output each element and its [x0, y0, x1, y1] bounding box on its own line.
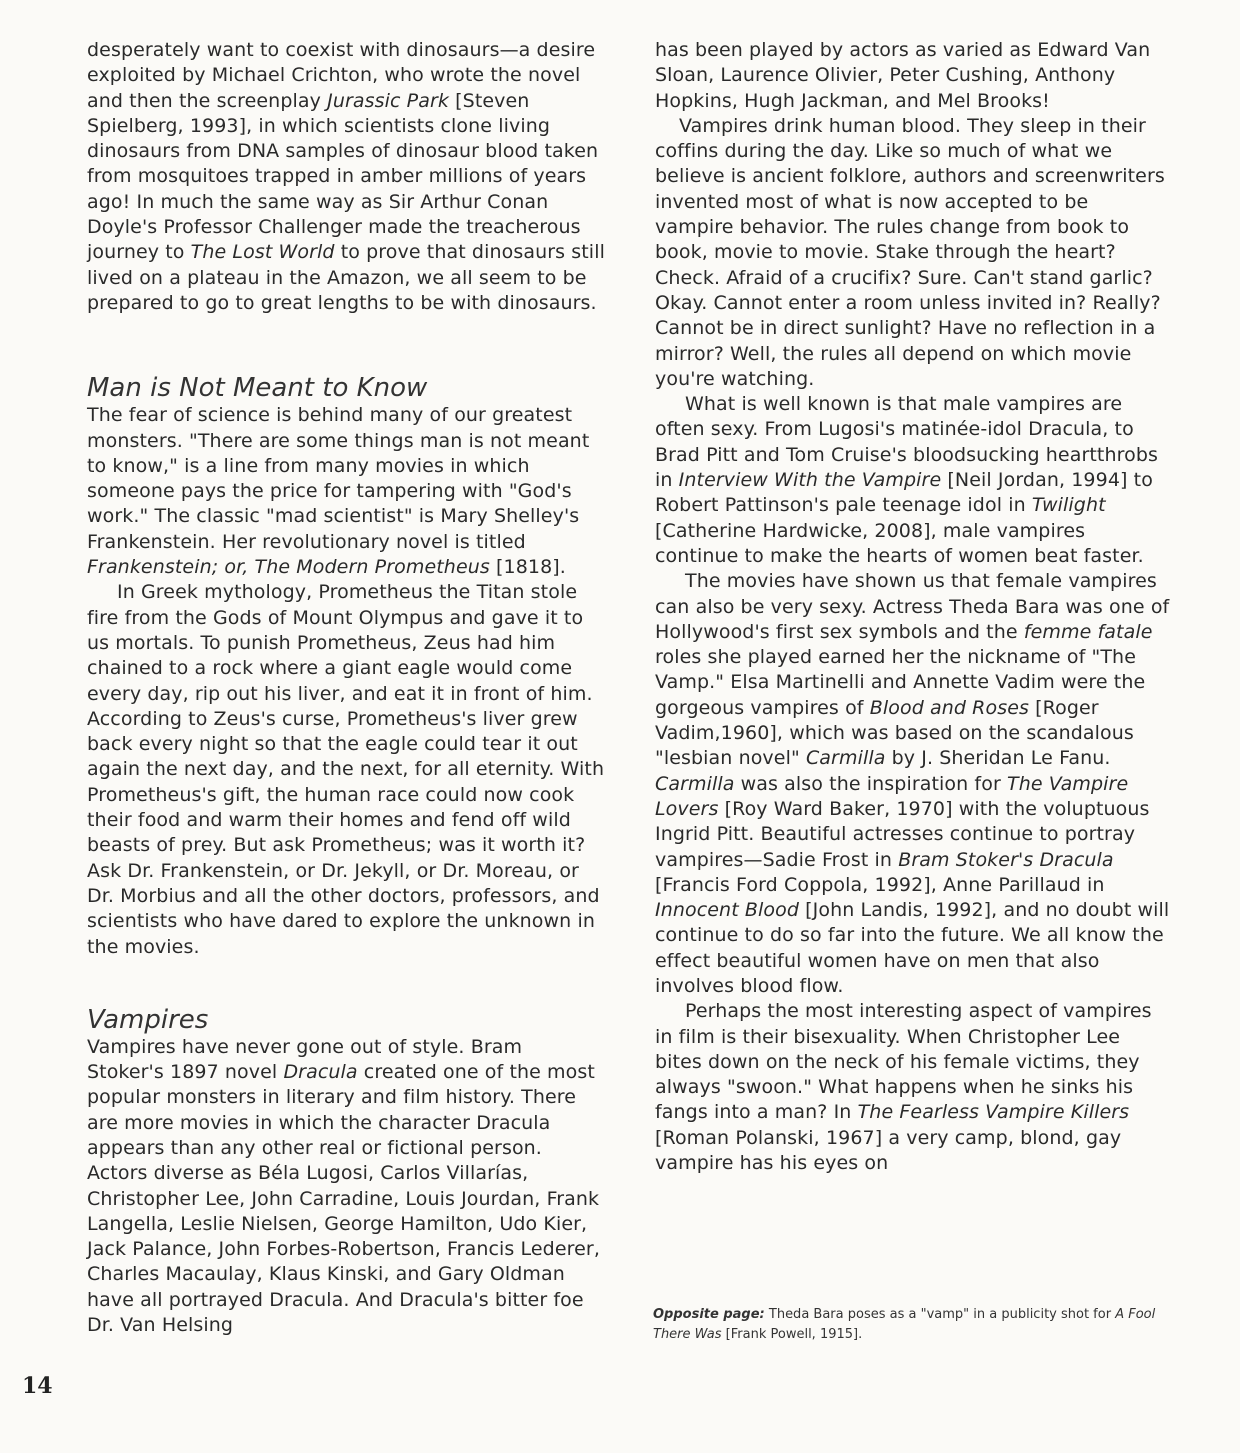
section-heading-vampires: Vampires: [87, 1004, 209, 1035]
text-run: by J. Sheridan Le Fanu.: [885, 747, 1111, 770]
text-run: The fear of science is behind many of our greatest monsters. "There are some things man is not meant to know," is a line from many movies in which someone pays the price for tampering with "God's work." The classic "mad scientist" is Mary Shelley's Frankenstein. Her revolutionary novel is titled: [87, 404, 590, 553]
text-run: Perhaps the most interesting aspect of vampires in film is their bisexuality. When Christopher Lee bites down on the neck of his female victims, they always "swoon." What happens when he sinks his fangs into a man? In: [655, 1000, 1152, 1124]
paragraph-vampire-rules: [655, 114, 1170, 392]
paragraph-bisexuality: [655, 999, 1170, 1176]
text-run: Vampires have never gone out of style. Bram Stoker's 1897 novel: [87, 1035, 523, 1084]
text-run: to prove that dinosaurs still lived on a plateau in the Amazon, we all seem to be prepared to go to great lengths to be with dinosaurs.: [87, 241, 605, 314]
paragraph-male-vampires: [655, 392, 1170, 569]
text-run: [Roy Ward Baker, 1970] with the voluptuous Ingrid Pitt. Beautiful actresses continue to portray vampires—Sadie Frost in: [655, 797, 1150, 871]
italic-title: femme fatale: [1023, 620, 1153, 643]
text-run: In Greek mythology, Prometheus the Titan stole fire from the Gods of Mount Olympus and gave it to us mortals. To punish Prometheus, Zeus had him chained to a rock where a giant eagle would come every day, rip out his liver, and eat it in front of him. According to Zeus's curse, Prometheus's liver grew back every night so that the eagle could tear it out again the next day, and the next, for all eternity. With Prometheus's gift, the human race could now cook their food and warm their homes and fend off wild beasts of prey. But ask Prometheus; was it worth it? Ask Dr. Frankenstein, or Dr. Jekyll, or Dr. Moreau, or Dr. Morbius and all the other doctors, professors, and scientists who have dared to explore the unknown in the movies.: [87, 581, 605, 958]
italic-title: The Lost World: [190, 241, 335, 264]
text-run: has been played by actors as varied as Edward Van Sloan, Laurence Olivier, Peter Cushing, Anthony Hopkins, Hugh Jackman, and Mel Brooks!: [655, 39, 1151, 112]
text-run: [Roger Vadim,1960], which was based on the scandalous "lesbian novel": [655, 696, 1134, 770]
text-run: [Francis Ford Coppola, 1992], Anne Parillaud in: [655, 873, 1105, 896]
text-run: [Neil Jordan, 1994] to Robert Pattinson's pale teenage idol in: [655, 469, 1153, 517]
text-run: [Frank Powell, 1915].: [721, 1327, 863, 1342]
italic-title: Interview With the Vampire: [678, 469, 942, 492]
italic-title: Frankenstein; or, The Modern Prometheus: [87, 556, 490, 579]
text-run: was also the inspiration for: [734, 772, 1007, 795]
italic-title: Dracula: [283, 1061, 358, 1084]
text-run: [Steven Spielberg, 1993], in which scientists clone living dinosaurs from DNA samples of dinosaur blood taken from mosquitoes trapped in amber millions of years ago! In much the same way as Sir Arthur Conan Doyle's Professor Challenger made the treacherous journey to: [87, 89, 599, 264]
paragraph-van-helsing: [655, 38, 1170, 114]
text-run: [Roman Polanski, 1967] a very camp, blond, gay vampire has his eyes on: [655, 1126, 1122, 1175]
text-run: What is well known is that male vampires are often sexy. From Lugosi's matinée-idol Dracula, to Brad Pitt and Tom Cruise's bloodsucking heartthrobs in: [655, 393, 1158, 492]
italic-title: Blood and Roses: [869, 696, 1029, 719]
italic-title: Innocent Blood: [655, 899, 800, 922]
text-run: Theda Bara poses as a "vamp" in a publicity shot for: [764, 1307, 1116, 1322]
paragraph-prometheus: [87, 580, 605, 959]
paragraph-fear-of-science: [87, 403, 605, 580]
italic-title: The Vampire Lovers: [655, 772, 1129, 820]
text-run: desperately want to coexist with dinosaurs—a desire exploited by Michael Crichton, who wrote the novel and then the screenplay: [87, 39, 596, 112]
section-heading-man-not-meant: Man is Not Meant to Know: [87, 373, 428, 404]
text-run: roles she played earned her the nickname of "The Vamp." Elsa Martinelli and Annette Vadim were the gorgeous vampires of: [655, 646, 1146, 719]
intro-paragraph: [87, 38, 605, 316]
text-run: [1818].: [489, 556, 566, 579]
page-number: 14: [22, 1373, 53, 1399]
text-run: [John Landis, 1992], and no doubt will continue to do so far into the future. We all know the effect beautiful women have on men that also involves blood flow.: [655, 899, 1170, 997]
italic-title: Carmilla: [655, 772, 735, 795]
italic-title: Bram Stoker's Dracula: [898, 848, 1114, 871]
italic-title: Carmilla: [805, 747, 886, 770]
text-run: The movies have shown us that female vampires can also be very sexy. Actress Theda Bara was one of Hollywood's first sex symbols and the: [655, 570, 1170, 643]
paragraph-female-vampires: [655, 569, 1170, 999]
caption-lead: Opposite page:: [653, 1307, 765, 1322]
italic-title: The Fearless Vampire Killers: [857, 1101, 1130, 1124]
right-column: [655, 38, 1170, 1176]
italic-title: Twilight: [1031, 494, 1106, 517]
photo-caption: [653, 1305, 1173, 1345]
italic-title: Jurassic Park: [327, 89, 449, 112]
paragraph-vampires-intro: [87, 1035, 605, 1339]
left-column: [87, 38, 605, 1338]
text-run: created one of the most popular monsters in literary and film history. There are more movies in which the character Dracula appears than any other real or fictional person. Actors diverse as Béla Lugosi, Carlos Villarías, Christopher Lee, John Carradine, Louis Jourdan, Frank Langella, Leslie Nielsen, George Hamilton, Udo Kier, Jack Palance, John Forbes-Robertson, Francis Lederer, Charles Macaulay, Klaus Kinski, and Gary Oldman have all portrayed Dracula. And Dracula's bitter foe Dr. Van Helsing: [87, 1061, 600, 1337]
italic-title: A Fool There Was: [653, 1307, 1156, 1342]
text-run: [Catherine Hardwicke, 2008], male vampires continue to make the hearts of women beat faster.: [655, 519, 1144, 567]
text-run: Vampires drink human blood. They sleep in their coffins during the day. Like so much of what we believe is ancient folklore, authors and screenwriters invented most of what is now accepted to be vampire behavior. The rules change from book to book, movie to movie. Stake through the heart? Check. Afraid of a crucifix? Sure. Can't stand garlic? Okay. Cannot enter a room unless invited in? Really? Cannot be in direct sunlight? Have no reflection in a mirror? Well, the rules all depend on which movie you're watching.: [655, 114, 1165, 390]
